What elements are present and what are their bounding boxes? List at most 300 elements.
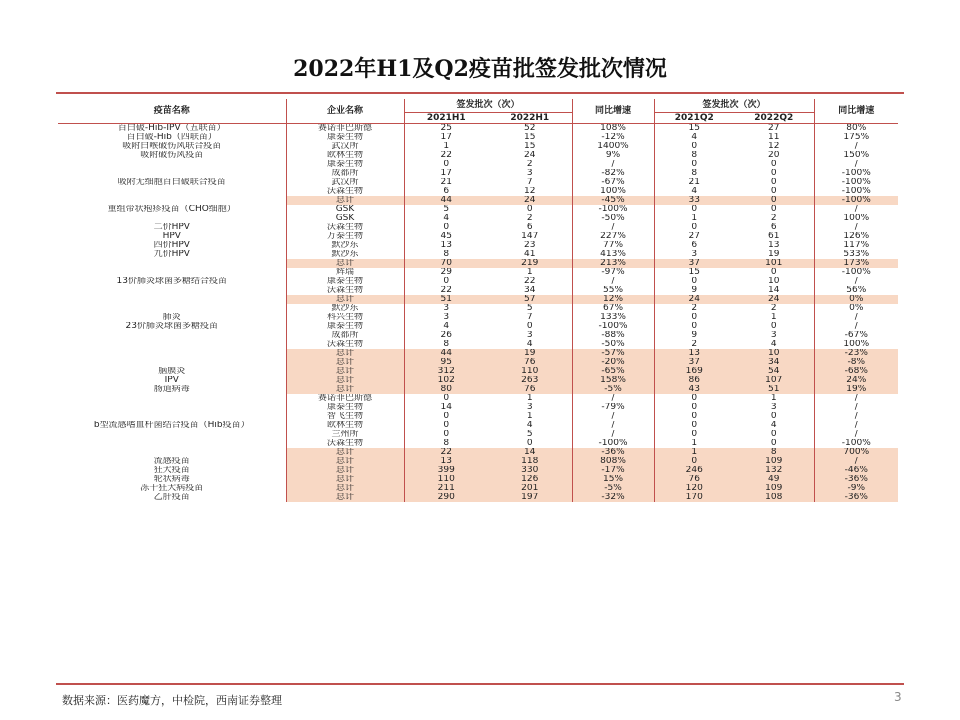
q2-2022-cell: 0 xyxy=(770,268,777,277)
q2-2021-cell: 6 xyxy=(654,241,734,250)
q2-2021-cell: 0 xyxy=(654,403,734,412)
company-cell: 总计 xyxy=(286,295,404,304)
vaccine-batch-table xyxy=(58,99,898,502)
q2-2021-cell: 0 xyxy=(654,457,734,466)
company-cell: 沃森生物 xyxy=(286,286,404,295)
h1-2022-cell: 0 xyxy=(526,205,533,214)
company-cell: 兰州所 xyxy=(286,430,404,439)
title-divider xyxy=(56,92,904,94)
company-cell: 赛诺菲巴斯德 xyxy=(286,124,404,134)
table-row xyxy=(58,250,898,259)
q2-2021-cell: 37 xyxy=(654,358,734,367)
h1-2022-cell: 41 xyxy=(524,250,536,259)
h1-2021-cell: 4 xyxy=(404,322,488,331)
q2-2022-cell: 0 xyxy=(770,412,777,421)
table-row xyxy=(58,466,898,475)
table-row xyxy=(58,169,898,178)
h1-2021-cell: 5 xyxy=(404,205,488,214)
h1-2022-cell: 4 xyxy=(526,421,533,430)
h1-2021-cell: 95 xyxy=(404,358,488,367)
table-row xyxy=(58,268,898,277)
h1-2021-cell: 80 xyxy=(404,385,488,394)
h1-2022-cell: 12 xyxy=(524,187,536,196)
q2-yoy-cell: / xyxy=(814,412,898,421)
vaccine-cell: 二价HPV xyxy=(153,223,190,232)
q2-2022-cell: 10 xyxy=(768,277,780,286)
q2-2021-cell: 21 xyxy=(654,178,734,187)
h1-2021-cell: 13 xyxy=(404,457,488,466)
h1-yoy-cell: -88% xyxy=(572,331,654,340)
vaccine-cell xyxy=(58,430,286,439)
q2-yoy-cell: / xyxy=(814,142,898,151)
q2-yoy-cell: 0% xyxy=(814,304,898,313)
h1-2021-cell: 102 xyxy=(404,376,488,385)
q2-yoy-cell: / xyxy=(814,313,898,322)
company-cell: 总计 xyxy=(286,448,404,457)
q2-2022-cell: 20 xyxy=(768,151,780,160)
header-yoy-q2: 同比增速 xyxy=(814,99,898,124)
h1-2022-cell: 7 xyxy=(526,178,533,187)
company-cell: 总计 xyxy=(286,385,404,394)
h1-yoy-cell: / xyxy=(572,421,654,430)
q2-yoy-cell: 0% xyxy=(814,295,898,304)
q2-2022-cell: 109 xyxy=(734,484,814,493)
q2-yoy-cell: -9% xyxy=(814,484,898,493)
q2-2022-cell: 0 xyxy=(770,205,777,214)
h1-2022-cell: 1 xyxy=(526,268,533,277)
q2-2021-cell: 120 xyxy=(654,484,734,493)
h1-2021-cell: 0 xyxy=(404,421,488,430)
table-row xyxy=(58,124,898,134)
h1-2022-cell: 24 xyxy=(488,196,572,205)
h1-2021-cell: 13 xyxy=(404,241,488,250)
table-row xyxy=(58,313,898,322)
q2-yoy-cell: / xyxy=(814,403,898,412)
vaccine-cell xyxy=(58,439,286,448)
table-row xyxy=(58,376,898,385)
header-2021q2: 2021Q2 xyxy=(654,113,734,124)
h1-yoy-cell: -100% xyxy=(572,322,654,331)
table-row xyxy=(58,322,898,331)
h1-2022-cell: 24 xyxy=(524,151,536,160)
q2-yoy-cell: 56% xyxy=(814,286,898,295)
header-2022h1: 2022H1 xyxy=(488,113,572,124)
q2-2022-cell: 101 xyxy=(734,259,814,268)
q2-yoy-cell: / xyxy=(814,394,898,403)
company-cell: 康泰生物 xyxy=(286,277,404,286)
vaccine-cell: 狂犬疫苗 xyxy=(153,466,190,475)
h1-yoy-cell: 67% xyxy=(572,304,654,313)
h1-2022-cell: 15 xyxy=(524,133,536,142)
vaccine-cell: 重组带状疱疹疫苗（CHO细胞） xyxy=(107,205,236,214)
q2-2021-cell: 1 xyxy=(654,448,734,457)
q2-2022-cell: 1 xyxy=(770,394,777,403)
h1-2022-cell: 330 xyxy=(488,466,572,475)
q2-yoy-cell: 150% xyxy=(814,151,898,160)
h1-2022-cell: 201 xyxy=(488,484,572,493)
h1-2022-cell: 7 xyxy=(526,313,533,322)
table-row xyxy=(58,439,898,448)
h1-2022-cell: 3 xyxy=(526,403,533,412)
h1-2022-cell: 76 xyxy=(488,358,572,367)
q2-2022-cell: 19 xyxy=(768,250,780,259)
h1-yoy-cell: / xyxy=(572,277,654,286)
h1-2021-cell: 4 xyxy=(404,214,488,223)
company-cell: 欧林生物 xyxy=(286,421,404,430)
q2-2021-cell: 4 xyxy=(654,187,734,196)
footer-divider xyxy=(56,683,904,685)
company-cell: 总计 xyxy=(286,484,404,493)
q2-2022-cell: 0 xyxy=(770,169,777,178)
q2-2021-cell: 24 xyxy=(654,295,734,304)
h1-2021-cell: 25 xyxy=(404,124,488,134)
h1-2022-cell: 6 xyxy=(526,223,533,232)
h1-yoy-cell: -67% xyxy=(572,178,654,187)
q2-2021-cell: 0 xyxy=(654,412,734,421)
h1-yoy-cell: 55% xyxy=(572,286,654,295)
q2-2021-cell: 86 xyxy=(654,376,734,385)
h1-2021-cell: 22 xyxy=(404,448,488,457)
vaccine-cell xyxy=(58,268,286,277)
vaccine-cell: 乙肝疫苗 xyxy=(153,493,190,502)
q2-2021-cell: 9 xyxy=(654,286,734,295)
h1-2021-cell: 0 xyxy=(404,412,488,421)
vaccine-cell: 13价肺炎球菌多糖结合疫苗 xyxy=(116,277,227,286)
table-row xyxy=(58,394,898,403)
vaccine-cell: 肠道病毒 xyxy=(153,385,190,394)
q2-2021-cell: 0 xyxy=(654,430,734,439)
h1-2022-cell: 0 xyxy=(526,439,533,448)
vaccine-cell xyxy=(58,394,286,403)
company-cell: 成都所 xyxy=(286,331,404,340)
q2-2022-cell: 54 xyxy=(734,367,814,376)
q2-2021-cell: 3 xyxy=(654,250,734,259)
h1-2022-cell: 126 xyxy=(488,475,572,484)
q2-yoy-cell: -100% xyxy=(814,178,898,187)
vaccine-cell: HPV xyxy=(162,232,181,241)
company-cell: 总计 xyxy=(286,196,404,205)
h1-2022-cell: 118 xyxy=(488,457,572,466)
company-cell: 总计 xyxy=(286,259,404,268)
h1-2022-cell: 52 xyxy=(524,123,536,133)
h1-2021-cell: 70 xyxy=(404,259,488,268)
q2-2022-cell: 24 xyxy=(734,295,814,304)
h1-2021-cell: 14 xyxy=(404,403,488,412)
q2-yoy-cell: -8% xyxy=(814,358,898,367)
h1-yoy-cell: / xyxy=(572,394,654,403)
q2-2022-cell: 27 xyxy=(768,123,780,133)
h1-yoy-cell: / xyxy=(572,223,654,232)
q2-2022-cell: 3 xyxy=(770,403,777,412)
h1-2022-cell: 3 xyxy=(526,331,533,340)
page-title: 2022年H1及Q2疫苗批签发批次情况 xyxy=(293,56,667,82)
vaccine-cell xyxy=(58,286,286,295)
q2-yoy-cell: -36% xyxy=(814,493,898,502)
q2-2021-cell: 1 xyxy=(654,214,734,223)
q2-2021-cell: 169 xyxy=(654,367,734,376)
h1-yoy-cell: 100% xyxy=(572,187,654,196)
h1-2021-cell: 26 xyxy=(404,331,488,340)
h1-2021-cell: 3 xyxy=(404,304,488,313)
h1-2021-cell: 110 xyxy=(404,475,488,484)
company-cell: 总计 xyxy=(286,349,404,358)
h1-yoy-cell: 15% xyxy=(572,475,654,484)
h1-yoy-cell: 9% xyxy=(572,151,654,160)
vaccine-cell: 四价HPV xyxy=(153,241,190,250)
company-cell: 沃森生物 xyxy=(286,187,404,196)
vaccine-cell: 百白破-Hib（四联苗） xyxy=(126,133,217,142)
table-row xyxy=(58,349,898,358)
h1-yoy-cell: -5% xyxy=(572,385,654,394)
q2-yoy-cell: / xyxy=(814,160,898,169)
q2-yoy-cell: -46% xyxy=(814,466,898,475)
h1-2021-cell: 211 xyxy=(404,484,488,493)
vaccine-cell: 肺炎 xyxy=(162,313,181,322)
h1-2022-cell: 1 xyxy=(526,412,533,421)
company-cell: 默沙东 xyxy=(286,241,404,250)
vaccine-cell xyxy=(58,448,286,457)
q2-2021-cell: 0 xyxy=(654,205,734,214)
h1-2021-cell: 290 xyxy=(404,493,488,502)
q2-2021-cell: 8 xyxy=(654,169,734,178)
q2-2022-cell: 0 xyxy=(770,439,777,448)
vaccine-cell xyxy=(58,214,286,223)
h1-yoy-cell: -65% xyxy=(572,367,654,376)
q2-2022-cell: 34 xyxy=(734,358,814,367)
vaccine-cell xyxy=(58,340,286,349)
h1-2021-cell: 1 xyxy=(404,142,488,151)
company-cell: 科兴生物 xyxy=(286,313,404,322)
company-cell: GSK xyxy=(286,205,404,214)
table-row xyxy=(58,484,898,493)
h1-yoy-cell: -5% xyxy=(572,484,654,493)
q2-2022-cell: 107 xyxy=(734,376,814,385)
h1-2022-cell: 197 xyxy=(488,493,572,502)
h1-yoy-cell: -82% xyxy=(572,169,654,178)
q2-2022-cell: 6 xyxy=(770,223,777,232)
vaccine-cell: 百白破-Hib-IPV（五联苗） xyxy=(117,123,226,133)
q2-yoy-cell: / xyxy=(814,430,898,439)
company-cell: 沃森生物 xyxy=(286,340,404,349)
h1-yoy-cell: -79% xyxy=(572,403,654,412)
h1-yoy-cell: -12% xyxy=(572,133,654,142)
q2-2022-cell: 0 xyxy=(734,196,814,205)
vaccine-cell: 轮状病毒 xyxy=(153,475,190,484)
company-cell: 默沙东 xyxy=(286,304,404,313)
h1-yoy-cell: 1400% xyxy=(572,142,654,151)
table-row xyxy=(58,160,898,169)
table-row xyxy=(58,331,898,340)
q2-2021-cell: 0 xyxy=(654,322,734,331)
h1-2022-cell: 14 xyxy=(488,448,572,457)
q2-2022-cell: 0 xyxy=(770,322,777,331)
vaccine-cell: IPV xyxy=(164,376,179,385)
h1-2021-cell: 44 xyxy=(404,196,488,205)
table-row xyxy=(58,277,898,286)
q2-2022-cell: 108 xyxy=(734,493,814,502)
h1-2021-cell: 51 xyxy=(404,295,488,304)
q2-2021-cell: 2 xyxy=(654,304,734,313)
h1-yoy-cell: 12% xyxy=(572,295,654,304)
h1-2021-cell: 8 xyxy=(404,439,488,448)
company-cell: 沃森生物 xyxy=(286,223,404,232)
table-row xyxy=(58,295,898,304)
h1-2021-cell: 0 xyxy=(404,223,488,232)
h1-2022-cell: 263 xyxy=(488,376,572,385)
table-row xyxy=(58,232,898,241)
company-cell: 欧林生物 xyxy=(286,151,404,160)
h1-yoy-cell: 227% xyxy=(572,232,654,241)
table-row xyxy=(58,259,898,268)
h1-yoy-cell: -57% xyxy=(572,349,654,358)
h1-yoy-cell: -50% xyxy=(572,214,654,223)
q2-2021-cell: 0 xyxy=(654,394,734,403)
company-cell: 康泰生物 xyxy=(286,403,404,412)
header-yoy-h1: 同比增速 xyxy=(572,99,654,124)
h1-yoy-cell: 413% xyxy=(572,250,654,259)
company-cell: 赛诺菲巴斯德 xyxy=(286,394,404,403)
table-row xyxy=(58,367,898,376)
header-batches-q2: 签发批次（次） xyxy=(654,99,814,113)
company-cell: 康泰生物 xyxy=(286,322,404,331)
h1-2021-cell: 312 xyxy=(404,367,488,376)
vaccine-cell xyxy=(58,412,286,421)
table-row xyxy=(58,421,898,430)
company-cell: 总计 xyxy=(286,493,404,502)
vaccine-cell: 23价肺炎球菌多糖疫苗 xyxy=(125,322,218,331)
table-row xyxy=(58,448,898,457)
h1-2022-cell: 34 xyxy=(524,286,536,295)
h1-2021-cell: 22 xyxy=(404,286,488,295)
q2-2022-cell: 13 xyxy=(768,241,780,250)
table-row xyxy=(58,358,898,367)
h1-2021-cell: 45 xyxy=(404,232,488,241)
q2-yoy-cell: 175% xyxy=(814,133,898,142)
table-row xyxy=(58,196,898,205)
table-row xyxy=(58,385,898,394)
table-row xyxy=(58,214,898,223)
q2-yoy-cell: 533% xyxy=(814,250,898,259)
h1-yoy-cell: -20% xyxy=(572,358,654,367)
q2-yoy-cell: -100% xyxy=(814,439,898,448)
header-2022q2: 2022Q2 xyxy=(734,113,814,124)
h1-yoy-cell: 133% xyxy=(572,313,654,322)
q2-yoy-cell: -100% xyxy=(814,268,898,277)
vaccine-cell xyxy=(58,304,286,313)
company-cell: 总计 xyxy=(286,376,404,385)
h1-2021-cell: 3 xyxy=(404,313,488,322)
q2-yoy-cell: / xyxy=(814,277,898,286)
q2-2022-cell: 2 xyxy=(770,214,777,223)
q2-2022-cell: 12 xyxy=(768,142,780,151)
data-source-note: 数据来源：医药魔方，中检院，西南证券整理 xyxy=(62,694,282,707)
company-cell: 沃森生物 xyxy=(286,439,404,448)
q2-2022-cell: 49 xyxy=(734,475,814,484)
q2-2021-cell: 4 xyxy=(654,133,734,142)
table-row xyxy=(58,223,898,232)
q2-2022-cell: 11 xyxy=(768,133,780,142)
table-row xyxy=(58,340,898,349)
q2-yoy-cell: 117% xyxy=(814,241,898,250)
vaccine-cell xyxy=(58,331,286,340)
h1-yoy-cell: -17% xyxy=(572,466,654,475)
vaccine-cell xyxy=(58,169,286,178)
vaccine-cell xyxy=(58,187,286,196)
q2-2022-cell: 132 xyxy=(734,466,814,475)
q2-2022-cell: 0 xyxy=(770,430,777,439)
h1-yoy-cell: -45% xyxy=(572,196,654,205)
h1-2021-cell: 22 xyxy=(404,151,488,160)
q2-2021-cell: 76 xyxy=(654,475,734,484)
company-cell: 万泰生物 xyxy=(286,232,404,241)
q2-2022-cell: 3 xyxy=(770,331,777,340)
vaccine-cell: 脑膜炎 xyxy=(158,367,186,376)
q2-yoy-cell: 100% xyxy=(814,214,898,223)
company-cell: 总计 xyxy=(286,358,404,367)
h1-2022-cell: 219 xyxy=(488,259,572,268)
q2-2021-cell: 0 xyxy=(654,313,734,322)
h1-2022-cell: 147 xyxy=(521,232,539,241)
q2-2021-cell: 0 xyxy=(654,223,734,232)
h1-2022-cell: 1 xyxy=(526,394,533,403)
vaccine-cell xyxy=(58,403,286,412)
h1-2021-cell: 44 xyxy=(404,349,488,358)
q2-2022-cell: 14 xyxy=(768,286,780,295)
q2-yoy-cell: / xyxy=(814,205,898,214)
company-cell: 总计 xyxy=(286,457,404,466)
h1-2022-cell: 57 xyxy=(488,295,572,304)
h1-2021-cell: 29 xyxy=(404,268,488,277)
vaccine-cell xyxy=(58,295,286,304)
table-row xyxy=(58,412,898,421)
q2-yoy-cell: 100% xyxy=(814,340,898,349)
company-cell: 辉瑞 xyxy=(286,268,404,277)
h1-yoy-cell: 808% xyxy=(572,457,654,466)
table-row xyxy=(58,493,898,502)
table-row xyxy=(58,178,898,187)
table-row xyxy=(58,151,898,160)
h1-yoy-cell: -97% xyxy=(572,268,654,277)
company-cell: 总计 xyxy=(286,475,404,484)
h1-2022-cell: 5 xyxy=(526,304,533,313)
vaccine-cell: 九价HPV xyxy=(153,250,190,259)
h1-yoy-cell: 213% xyxy=(572,259,654,268)
q2-2022-cell: 51 xyxy=(734,385,814,394)
q2-2022-cell: 1 xyxy=(770,313,777,322)
q2-2021-cell: 246 xyxy=(654,466,734,475)
h1-2021-cell: 0 xyxy=(404,160,488,169)
h1-2022-cell: 22 xyxy=(524,277,536,286)
table-row xyxy=(58,142,898,151)
q2-2022-cell: 0 xyxy=(770,160,777,169)
q2-yoy-cell: 173% xyxy=(814,259,898,268)
h1-2022-cell: 76 xyxy=(488,385,572,394)
table-row xyxy=(58,457,898,466)
table-row xyxy=(58,241,898,250)
q2-2022-cell: 109 xyxy=(734,457,814,466)
header-company: 企业名称 xyxy=(286,99,404,124)
company-cell: 康泰生物 xyxy=(286,133,404,142)
h1-2021-cell: 8 xyxy=(404,250,488,259)
company-cell: 默沙东 xyxy=(286,250,404,259)
h1-2022-cell: 110 xyxy=(488,367,572,376)
table-body xyxy=(58,124,898,503)
h1-2021-cell: 17 xyxy=(404,133,488,142)
q2-2021-cell: 9 xyxy=(654,331,734,340)
h1-yoy-cell: -32% xyxy=(572,493,654,502)
table-row xyxy=(58,430,898,439)
company-cell: 成都所 xyxy=(286,169,404,178)
